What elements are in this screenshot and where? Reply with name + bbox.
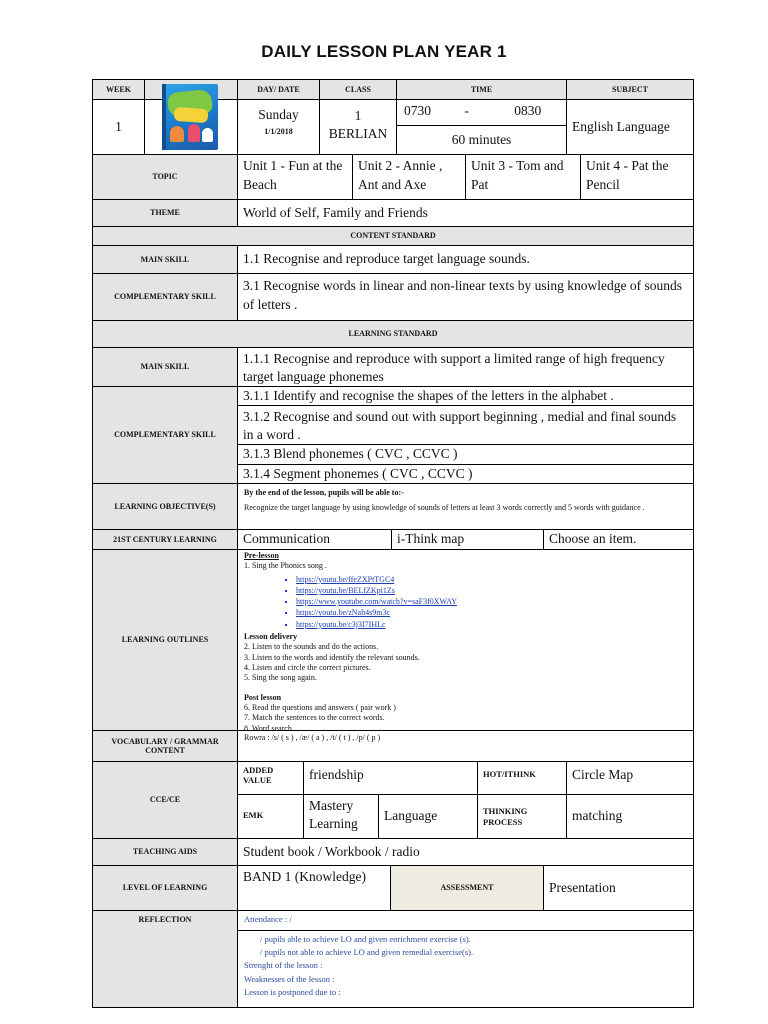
objective-text: Recognize the target language by using knowledge of sounds of letters at least 3 words correctly and 5 words with guidance . <box>244 503 645 512</box>
postponed-line: Lesson is postponed due to : <box>244 986 341 997</box>
century-label: 21ST CENTURY LEARNING <box>92 529 238 550</box>
day-date-header: DAY/ DATE <box>237 79 320 100</box>
class-cell <box>319 99 397 155</box>
date-value: 1/1/2018 <box>264 127 293 136</box>
pre-lesson-step: 1. Sing the Phonics song . <box>244 561 327 571</box>
ls-comp-item-4: 3.1.4 Segment phonemes ( CVC , CCVC ) <box>237 464 694 484</box>
subject-value: English Language <box>566 99 694 155</box>
post-step: 6. Read the questions and answers ( pair work ) <box>244 703 396 713</box>
remedial-line: / pupils not able to achieve LO and given remedial exercise(s). <box>260 947 474 958</box>
delivery-step: 2. Listen to the sounds and do the actions. <box>244 642 379 652</box>
ls-complementary-label: COMPLEMENTARY SKILL <box>92 386 238 484</box>
assessment-value: Presentation <box>543 865 694 911</box>
century-item-1: Communication <box>237 529 392 550</box>
class-header: CLASS <box>319 79 397 100</box>
objective-intro: By the end of the lesson, pupils will be able to:- <box>244 488 404 497</box>
delivery-step: 4. Listen and circle the correct pictures. <box>244 662 371 672</box>
post-step: 7. Match the sentences to the correct words. <box>244 713 385 723</box>
vocab-label: VOCABULARY / GRAMMAR CONTENT <box>92 730 238 762</box>
attendance: Attendance : / <box>237 910 694 931</box>
assessment-label: ASSESSMENT <box>390 865 544 911</box>
week-header: WEEK <box>92 79 145 100</box>
class-number: 1 <box>354 108 362 123</box>
delivery-heading: Lesson delivery <box>244 631 298 641</box>
theme-label: THEME <box>92 199 238 227</box>
vocab-value: Rowra : /s/ ( s ) , /æ/ ( a ) , /t/ ( t ) , /p/ ( p ) <box>237 730 694 762</box>
emk-label: EMK <box>237 794 304 839</box>
cs-main-skill-value: 1.1 Recognise and reproduce target language sounds. <box>237 245 694 274</box>
ls-comp-item-3: 3.1.3 Blend phonemes ( CVC , CCVC ) <box>237 444 694 465</box>
teaching-aids-value: Student book / Workbook / radio <box>237 838 694 866</box>
video-link-list <box>244 574 687 630</box>
cce-label: CCE/CE <box>92 761 238 839</box>
cs-complementary-value: 3.1 Recognise words in linear and non-linear texts by using knowledge of sounds of letters . <box>237 273 694 321</box>
time-start: 0730 <box>404 103 431 118</box>
level-label: LEVEL OF LEARNING <box>92 865 238 911</box>
post-lesson-heading: Post lesson <box>244 692 282 702</box>
video-link-5[interactable]: ▪ https://youtu.be/c3j3I7IHLc <box>296 619 687 630</box>
video-link-4[interactable]: ▪ https://youtu.be/zNah4s9m3c <box>296 607 687 618</box>
enrichment-line: / pupils able to achieve LO and given enrichment exercise (s). <box>260 934 471 944</box>
time-separator: - <box>464 103 469 118</box>
century-item-3[interactable]: Choose an item. <box>543 529 694 550</box>
ls-comp-item-1: 3.1.1 Identify and recognise the shapes of the letters in the alphabet . <box>237 386 694 406</box>
class-name: BERLIAN <box>328 126 388 142</box>
thinking-process-value: matching <box>566 794 694 839</box>
delivery-step: 5. Sing the song again. <box>244 673 317 683</box>
emk-value-1: Mastery Learning <box>303 794 379 839</box>
century-item-2: i-Think map <box>391 529 544 550</box>
delivery-step: 3. Listen to the words and identify the relevant sounds. <box>244 652 420 662</box>
ls-main-skill-label: MAIN SKILL <box>92 347 238 387</box>
content-standard-header: CONTENT STANDARD <box>92 226 694 246</box>
weakness-line: Weaknesses of the lesson : <box>244 973 335 984</box>
cs-main-skill-label: MAIN SKILL <box>92 245 238 274</box>
topic-unit-1: Unit 1 - Fun at the Beach <box>237 154 353 200</box>
pre-lesson-heading: Pre-lesson <box>244 551 279 560</box>
time-header: TIME <box>396 79 567 100</box>
outlines-cell <box>237 549 694 731</box>
day-value: Sunday <box>258 107 299 122</box>
video-link-1[interactable]: ▪ https://youtu.be/ffeZXPtTGC4 <box>296 574 687 585</box>
hot-ithink-value: Circle Map <box>566 761 694 795</box>
day-date-cell <box>237 99 320 155</box>
time-range <box>396 99 567 126</box>
strength-line: Strenght of the lesson : <box>244 960 323 971</box>
book-cover-image <box>162 84 218 150</box>
post-step: 8. Word search . <box>244 723 296 731</box>
reflection-notes <box>237 930 694 1008</box>
video-link-2[interactable]: ▪ https://youtu.be/BELfZKpi1Zs <box>296 585 687 596</box>
topic-unit-2: Unit 2 - Annie , Ant and Axe <box>352 154 466 200</box>
added-value: friendship <box>303 761 478 795</box>
topic-label: TOPIC <box>92 154 238 200</box>
topic-unit-4: Unit 4 - Pat the Pencil <box>580 154 694 200</box>
duration-value: 60 minutes <box>396 125 567 155</box>
outlines-label: LEARNING OUTLINES <box>92 549 238 731</box>
cs-complementary-label: COMPLEMENTARY SKILL <box>92 273 238 321</box>
ls-comp-item-2: 3.1.2 Recognise and sound out with support beginning , medial and final sounds in a word . <box>237 405 694 445</box>
video-link-3[interactable]: ▪ https://www.youtube.com/watch?v=saF3f0XWAY <box>296 596 687 607</box>
subject-header: SUBJECT <box>566 79 694 100</box>
learning-standard-header: LEARNING STANDARD <box>92 320 694 348</box>
page-title: DAILY LESSON PLAN YEAR 1 <box>261 42 507 61</box>
objective-label: LEARNING OBJECTIVE(S) <box>92 483 238 530</box>
level-value: BAND 1 (Knowledge) <box>237 865 391 911</box>
objective-cell <box>237 483 694 530</box>
hot-ithink-label: HOT/ITHINK <box>477 761 567 795</box>
theme-value: World of Self, Family and Friends <box>237 199 694 227</box>
teaching-aids-label: TEACHING AIDS <box>92 838 238 866</box>
time-end: 0830 <box>514 103 542 118</box>
thinking-process-label: THINKING PROCESS <box>477 794 567 839</box>
reflection-label: REFLECTION <box>92 910 238 1008</box>
ls-main-skill-value: 1.1.1 Recognise and reproduce with support a limited range of high frequency target language phonemes <box>237 347 694 387</box>
emk-value-2: Language <box>378 794 478 839</box>
topic-unit-3: Unit 3 - Tom and Pat <box>465 154 581 200</box>
added-value-label: ADDED VALUE <box>237 761 304 795</box>
week-value: 1 <box>92 99 145 155</box>
